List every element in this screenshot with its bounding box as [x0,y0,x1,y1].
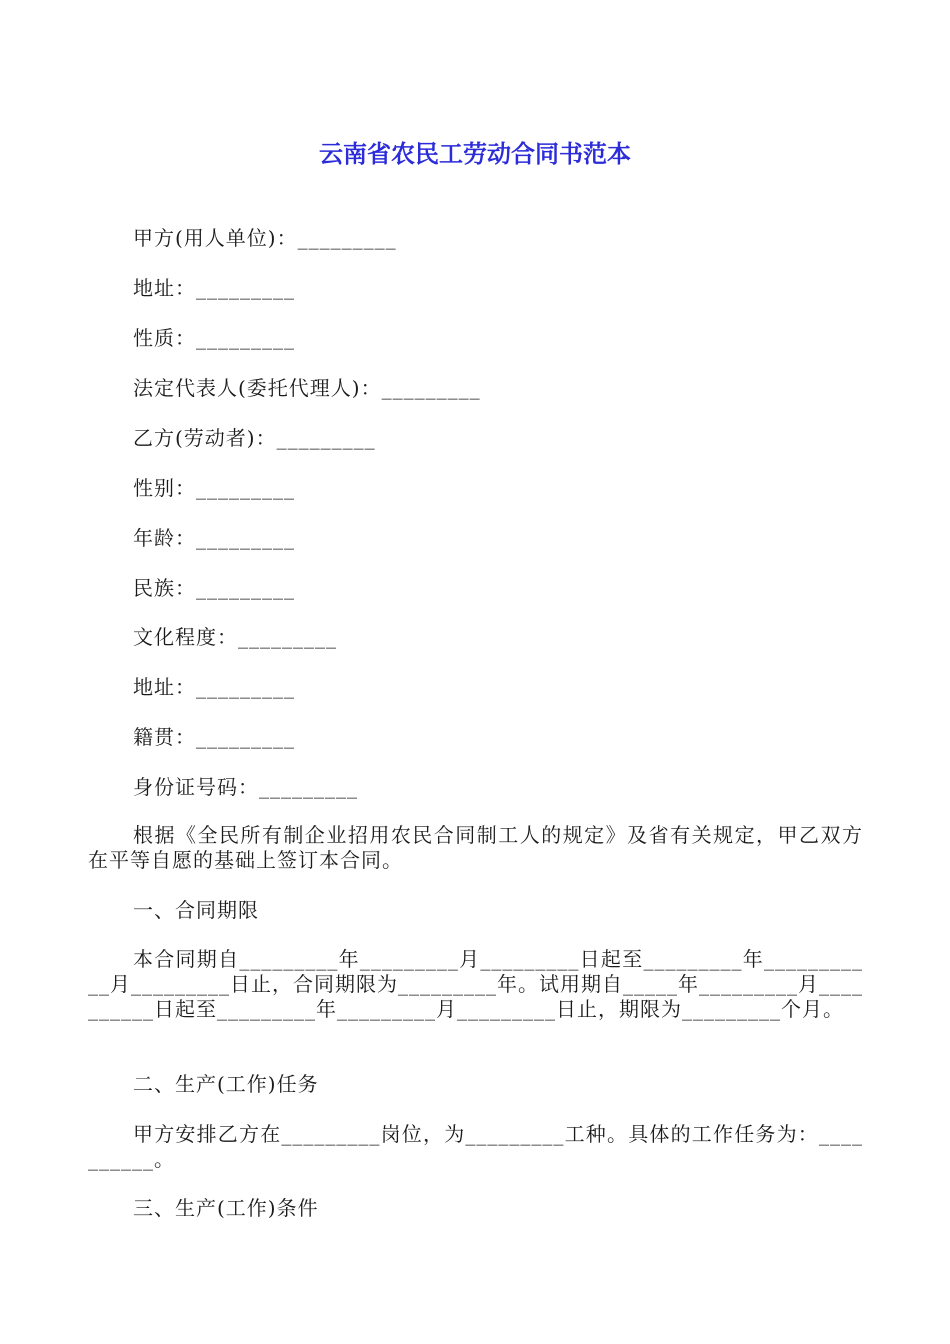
field-id-number: 身份证号码：_________ [133,775,358,799]
field-native-place: 籍贯：_________ [133,725,295,749]
section-3-heading: 三、生产(工作)条件 [133,1196,319,1220]
field-gender: 性别：_________ [133,476,295,500]
field-age: 年龄：_________ [133,526,295,550]
section-1-heading: 一、合同期限 [133,898,259,922]
document-title: 云南省农民工劳动合同书范本 [319,140,631,168]
field-education: 文化程度：_________ [133,625,337,649]
field-party-b: 乙方(劳动者)：_________ [133,426,376,450]
field-party-a: 甲方(用人单位)：_________ [133,226,397,250]
field-ethnicity: 民族：_________ [133,576,295,600]
field-nature: 性质：_________ [133,326,295,350]
section-2-heading: 二、生产(工作)任务 [133,1072,319,1096]
section-1-text: 本合同期自_________年_________月_________日起至_________年___________月_________日止，合同期限为_________年。试用期自_____年_________月__________日起至_________年_________月_________日止，期限为_________个月。 [88,947,863,1021]
section-2-text: 甲方安排乙方在_________岗位，为_________工种。具体的工作任务为：__________。 [88,1122,863,1171]
field-party-a-address: 地址：_________ [133,276,295,300]
field-party-b-address: 地址：_________ [133,675,295,699]
field-legal-representative: 法定代表人(委托代理人)：_________ [133,376,481,400]
intro-paragraph: 根据《全民所有制企业招用农民合同制工人的规定》及省有关规定，甲乙双方在平等自愿的基础上签订本合同。 [88,823,863,872]
